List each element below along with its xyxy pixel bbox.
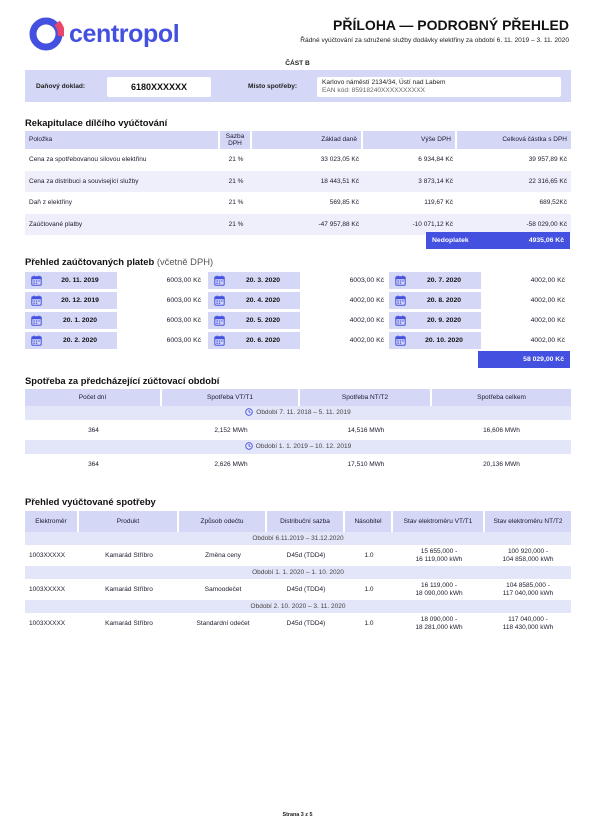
column-header-meter-vt: Stav elektroměru VT/T1 bbox=[393, 511, 485, 532]
table-cell: -58 029,00 Kč bbox=[457, 214, 571, 236]
payment-date-cell bbox=[208, 272, 300, 289]
table-cell: 6 934,84 Kč bbox=[418, 156, 453, 164]
table-cell: 39 957,89 Kč bbox=[528, 156, 567, 164]
ean-code: EAN kód: 85918240XXXXXXXXXX bbox=[322, 87, 426, 94]
payment-date-cell bbox=[208, 292, 300, 309]
distribution-rate-cell: D45d (TDD4) bbox=[286, 619, 326, 627]
column-header-total: Celková částka s DPH bbox=[457, 131, 571, 149]
payment-amount: 4002,00 Kč bbox=[530, 277, 565, 284]
payment-date: 20. 5. 2020 bbox=[245, 317, 280, 324]
table-cell: 14,516 MWh bbox=[347, 426, 385, 434]
payment-amount: 6003,00 Kč bbox=[166, 337, 201, 344]
table-row bbox=[25, 545, 571, 566]
calendar-icon bbox=[214, 315, 225, 326]
payment-amount: 4002,00 Kč bbox=[530, 297, 565, 304]
column-header-vat-amount: Výše DPH bbox=[363, 131, 457, 149]
calendar-icon bbox=[395, 295, 406, 306]
page-title: PŘÍLOHA — PODROBNÝ PŘEHLED bbox=[333, 17, 569, 33]
underpayment-total bbox=[426, 232, 570, 249]
period-row bbox=[25, 440, 571, 454]
payment-amount: 4002,00 Kč bbox=[349, 297, 384, 304]
payments-title: Přehled zaúčtovaných plateb bbox=[25, 256, 155, 267]
meter-nt-cell bbox=[485, 613, 571, 634]
table-row bbox=[25, 613, 571, 634]
payment-date: 20. 2. 2020 bbox=[62, 337, 97, 344]
calendar-icon bbox=[395, 275, 406, 286]
payment-amount: 6003,00 Kč bbox=[166, 277, 201, 284]
table-row bbox=[25, 454, 571, 474]
meter-vt-to: 18 090,000 kWh bbox=[415, 589, 463, 597]
table-cell: 21 % bbox=[220, 214, 252, 236]
clock-icon bbox=[245, 408, 253, 416]
payment-amount: 6003,00 Kč bbox=[349, 277, 384, 284]
table-row bbox=[25, 171, 571, 193]
table-cell: 17,510 MWh bbox=[347, 460, 385, 468]
period-cell bbox=[25, 440, 571, 454]
brand-logo bbox=[28, 16, 179, 52]
column-header-multiplier: Násobitel bbox=[345, 511, 393, 532]
table-cell: 2,626 MWh bbox=[214, 460, 248, 468]
consumption-place-label: Místo spotřeby: bbox=[248, 83, 298, 90]
column-header-item: Položka bbox=[25, 131, 220, 149]
column-header-total: Spotřeba celkem bbox=[432, 389, 571, 406]
payments-title-note: (včetně DPH) bbox=[156, 256, 214, 267]
payment-date: 20. 6. 2020 bbox=[245, 337, 280, 344]
distribution-rate-cell: D45d (TDD4) bbox=[286, 585, 326, 593]
payment-date-cell bbox=[25, 332, 117, 349]
payment-date-cell bbox=[25, 272, 117, 289]
table-row bbox=[25, 420, 571, 440]
column-header-vt: Spotřeba VT/T1 bbox=[162, 389, 300, 406]
payment-date: 20. 4. 2020 bbox=[245, 297, 280, 304]
multiplier-cell: 1.0 bbox=[364, 619, 374, 627]
centropol-logo-icon bbox=[28, 16, 64, 52]
previous-consumption-table bbox=[25, 389, 571, 474]
table-header-row bbox=[25, 131, 571, 149]
table-cell: 569,85 Kč bbox=[329, 199, 359, 207]
meter-cell: 1003XXXXX bbox=[29, 619, 66, 627]
underpayment-value: 4935,06 Kč bbox=[528, 237, 564, 244]
table-cell: 22 316,65 Kč bbox=[457, 171, 571, 193]
meter-vt-cell bbox=[393, 545, 485, 566]
payment-date-cell bbox=[389, 332, 481, 349]
period-row bbox=[25, 566, 571, 579]
address-text: Karlovo náměstí 2134/34, Ústí nad Labem bbox=[322, 79, 446, 86]
meter-vt-from: 16 119,000 - bbox=[420, 582, 458, 589]
calendar-icon bbox=[31, 315, 42, 326]
calendar-icon bbox=[395, 335, 406, 346]
payment-date: 20. 8. 2020 bbox=[426, 297, 461, 304]
table-cell: 689,52Kč bbox=[539, 199, 567, 207]
meter-vt-cell bbox=[393, 579, 485, 600]
table-cell: 364 bbox=[88, 460, 99, 468]
period-row bbox=[25, 600, 571, 613]
meter-vt-to: 18 281,000 kWh bbox=[415, 623, 463, 631]
meter-nt-to: 118 430,000 kWh bbox=[502, 623, 554, 631]
column-header-reading-method: Způsob odečtu bbox=[179, 511, 267, 532]
table-row bbox=[25, 192, 571, 214]
payment-date-cell bbox=[25, 312, 117, 329]
page-subtitle: Řádné vyúčtování za sdružené služby dodávky elektřiny za období 6. 11. 2019 – 3. 11. 2020 bbox=[300, 37, 569, 44]
payment-date: 20. 10. 2020 bbox=[425, 337, 463, 344]
calendar-icon bbox=[31, 335, 42, 346]
column-header-meter: Elektroměr bbox=[25, 511, 79, 532]
meter-cell: 1003XXXXX bbox=[29, 585, 66, 593]
tax-doc-number: 6180XXXXXX bbox=[107, 77, 211, 97]
document-info-box bbox=[25, 70, 571, 102]
payments-section-title bbox=[25, 256, 213, 267]
meter-nt-cell bbox=[485, 579, 571, 600]
recap-table bbox=[25, 131, 571, 235]
calendar-icon bbox=[31, 275, 42, 286]
period-label: Období 1. 1. 2019 – 10. 12. 2019 bbox=[255, 443, 352, 451]
table-cell: 21 % bbox=[220, 171, 252, 193]
table-cell: 33 023,05 Kč bbox=[320, 156, 359, 164]
product-cell: Kamarád Stříbro bbox=[105, 619, 153, 627]
product-cell: Kamarád Stříbro bbox=[105, 585, 153, 593]
table-row bbox=[25, 579, 571, 600]
period-cell bbox=[25, 406, 571, 420]
payment-date: 20. 3. 2020 bbox=[245, 277, 280, 284]
meter-nt-to: 104 858,000 kWh bbox=[502, 555, 554, 563]
payment-amount: 6003,00 Kč bbox=[166, 317, 201, 324]
part-label: ČÁST B bbox=[285, 60, 310, 67]
consumption-section-title: Přehled vyúčtované spotřeby bbox=[25, 496, 156, 507]
table-cell: Cena za distribuci a související služby bbox=[25, 171, 220, 193]
table-cell: 364 bbox=[88, 426, 99, 434]
period-cell: Období 1. 1. 2020 – 1. 10. 2020 bbox=[25, 566, 571, 579]
calendar-icon bbox=[214, 275, 225, 286]
column-header-vat-rate: Sazba DPH bbox=[220, 131, 252, 149]
meter-vt-to: 16 119,000 kWh bbox=[415, 555, 463, 563]
table-cell: -47 957,88 Kč bbox=[252, 214, 363, 236]
payment-amount: 4002,00 Kč bbox=[349, 317, 384, 324]
payment-date: 20. 1. 2020 bbox=[62, 317, 97, 324]
table-cell: 18 443,51 Kč bbox=[252, 171, 363, 193]
payment-date: 20. 7. 2020 bbox=[426, 277, 461, 284]
table-cell: 21 % bbox=[228, 156, 244, 164]
recap-section-title: Rekapitulace dílčího vyúčtování bbox=[25, 117, 168, 128]
column-header-nt: Spotřeba NT/T2 bbox=[300, 389, 432, 406]
column-header-tax-base: Základ daně bbox=[252, 131, 363, 149]
meter-vt-cell bbox=[393, 613, 485, 634]
table-cell: 20,136 MWh bbox=[483, 460, 520, 468]
meter-cell: 1003XXXXX bbox=[29, 551, 66, 559]
meter-nt-cell bbox=[485, 545, 571, 566]
reading-method-cell: Standardní odečet bbox=[196, 619, 250, 627]
meter-nt-from: 104 8585,000 - bbox=[506, 582, 550, 589]
table-cell: Cena za spotřebovanou silovou elektřinu bbox=[29, 156, 147, 164]
table-cell: 16,606 MWh bbox=[483, 426, 520, 434]
distribution-rate-cell: D45d (TDD4) bbox=[286, 551, 326, 559]
meter-vt-from: 18 090,000 - bbox=[420, 616, 458, 623]
table-cell: 2,152 MWh bbox=[214, 426, 248, 434]
multiplier-cell: 1.0 bbox=[364, 551, 374, 559]
consumption-place bbox=[317, 77, 561, 97]
calendar-icon bbox=[395, 315, 406, 326]
period-row bbox=[25, 406, 571, 420]
table-cell: 21 % bbox=[228, 199, 244, 207]
underpayment-label: Nedoplatek bbox=[432, 237, 469, 244]
period-label: Období 7. 11. 2018 – 5. 11. 2019 bbox=[256, 409, 351, 417]
brand-name: centropol bbox=[69, 19, 180, 48]
payment-amount: 4002,00 Kč bbox=[349, 337, 384, 344]
table-header-row bbox=[25, 511, 571, 532]
meter-nt-from: 100 920,000 - bbox=[507, 548, 549, 555]
payment-date-cell bbox=[208, 332, 300, 349]
payment-date: 20. 12. 2019 bbox=[61, 297, 99, 304]
tax-doc-label: Daňový doklad: bbox=[36, 83, 86, 90]
table-cell: Zaúčtované platby bbox=[25, 214, 220, 236]
payments-total bbox=[478, 351, 570, 368]
meter-vt-from: 15 655,000 - bbox=[420, 548, 458, 555]
table-cell: 119,67 Kč bbox=[424, 199, 453, 207]
payment-date-cell bbox=[389, 272, 481, 289]
table-row bbox=[25, 149, 571, 171]
meter-nt-to: 117 040,000 kWh bbox=[502, 589, 554, 597]
page-number: Strana 3 z 5 bbox=[282, 812, 313, 818]
table-cell: -10 071,12 Kč bbox=[363, 214, 457, 236]
column-header-distribution-rate: Distribuční sazba bbox=[267, 511, 345, 532]
multiplier-cell: 1.0 bbox=[364, 585, 374, 593]
product-cell: Kamarád Stříbro bbox=[105, 551, 153, 559]
table-cell: Daň z elektřiny bbox=[29, 199, 72, 207]
payment-amount: 4002,00 Kč bbox=[530, 317, 565, 324]
payment-date: 20. 9. 2020 bbox=[426, 317, 461, 324]
reading-method-cell: Samoodečet bbox=[204, 585, 242, 593]
calendar-icon bbox=[214, 335, 225, 346]
payment-amount: 6003,00 Kč bbox=[166, 297, 201, 304]
billed-consumption-table bbox=[25, 511, 571, 634]
table-header-row bbox=[25, 389, 571, 406]
payment-amount: 4002,00 Kč bbox=[530, 337, 565, 344]
payment-date-cell bbox=[25, 292, 117, 309]
period-cell: Období 6.11.2019 – 31.12.2020 bbox=[25, 532, 571, 545]
period-row bbox=[25, 532, 571, 545]
previous-section-title: Spotřeba za předcházející zúčtovací období bbox=[25, 375, 220, 386]
column-header-meter-nt: Stav elektroměru NT/T2 bbox=[485, 511, 571, 532]
column-header-days: Počet dní bbox=[25, 389, 162, 406]
payments-total-value: 58 029,00 Kč bbox=[523, 356, 564, 363]
column-header-product: Produkt bbox=[79, 511, 179, 532]
table-cell: 3 873,14 Kč bbox=[363, 171, 457, 193]
calendar-icon bbox=[214, 295, 225, 306]
clock-icon bbox=[245, 442, 253, 450]
payment-date-cell bbox=[208, 312, 300, 329]
period-cell: Období 2. 10. 2020 – 3. 11. 2020 bbox=[25, 600, 571, 613]
payment-date-cell bbox=[389, 312, 481, 329]
payment-date: 20. 11. 2019 bbox=[61, 277, 99, 284]
reading-method-cell: Změna ceny bbox=[205, 551, 241, 559]
meter-nt-from: 117 040,000 - bbox=[508, 616, 548, 623]
calendar-icon bbox=[31, 295, 42, 306]
payment-date-cell bbox=[389, 292, 481, 309]
